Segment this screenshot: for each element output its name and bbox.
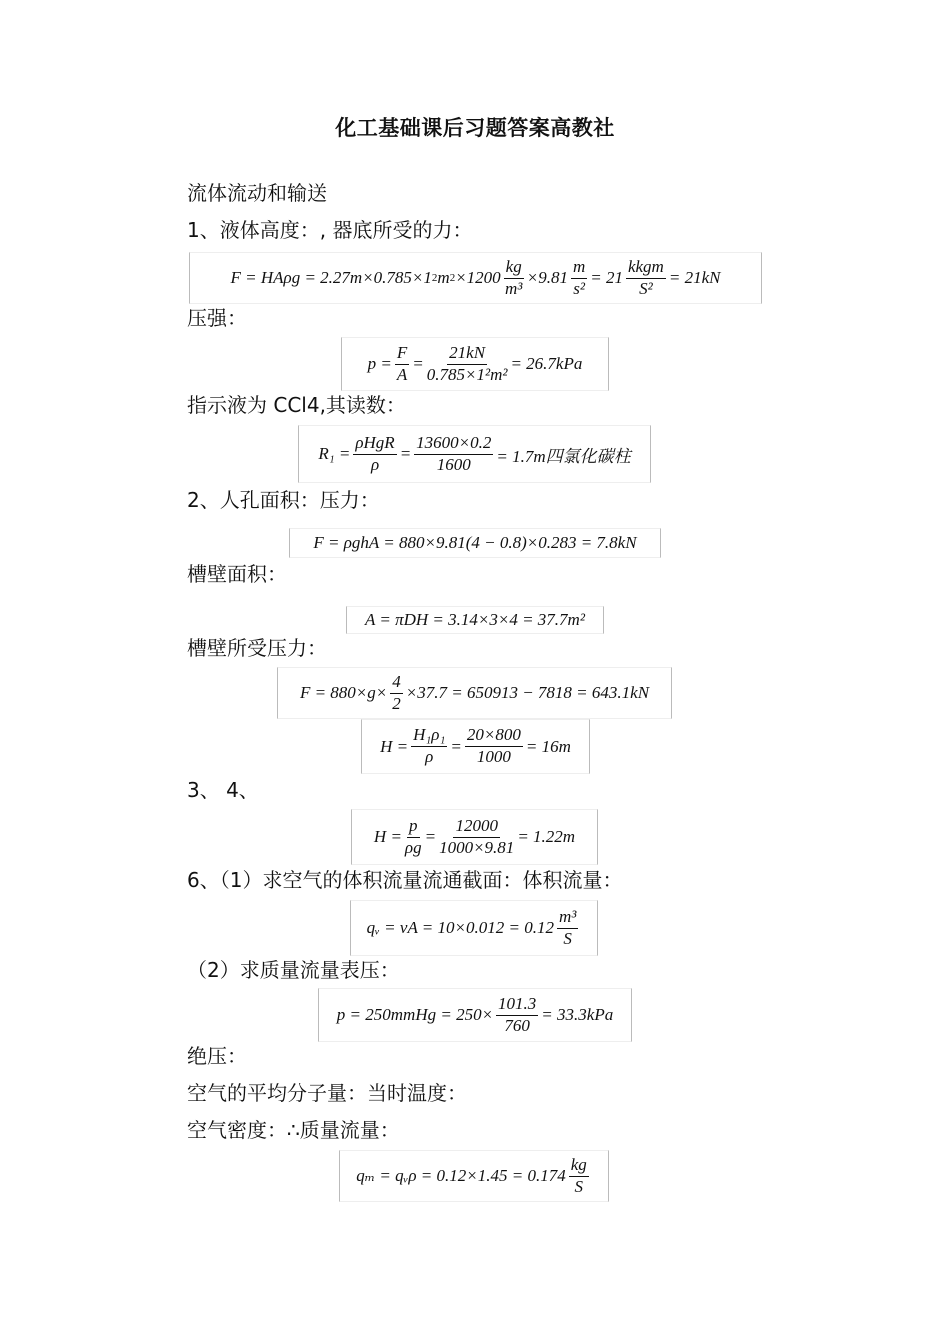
text-line: 1、液体高度：, 器底所受的力：: [187, 218, 473, 242]
text-line: 压强：: [187, 306, 247, 330]
text-line: 空气的平均分子量：当时温度：: [187, 1081, 467, 1105]
equation-gauge-pressure: p = 250mmHg = 250× $\frac{101.3}{760}$ = 33.3kPa: [318, 988, 632, 1042]
equation-force: F = HAρg = 2.27m×0.785×1 2 m 2 ×1200 $\frac{kg}{\text{m³}}$ ×9.81 $\frac{m}{\text{s²}}$ = 21 $\frac{\text{kkgm}}{\text{S²}}$ = 21kN: [189, 252, 762, 304]
text-line: 3、 4、: [187, 778, 259, 802]
section-heading: 流体流动和输送: [187, 181, 327, 205]
text-line: 指示液为 CCl4,其读数：: [187, 393, 406, 417]
equation-volume-flow: qᵥ = vA = 10×0.012 = 0.12 $\frac{\text{m³}}{S}$: [350, 900, 598, 956]
equation-pressure: p = $\frac{F}{A}$ = $\frac{21kN}{\text{0.785×1²m²}}$ = 26.7kPa: [341, 337, 609, 391]
equation-reading: R₁ = $\frac{\text{ρHgR}}{\rho}$ = $\frac{13600\times 0.2}{1600}$ = 1.7m四氯化碳柱: [298, 425, 651, 483]
equation-mass-flow: qₘ = qᵥρ = 0.12×1.45 = 0.174 $\frac{kg}{S}$: [339, 1150, 609, 1202]
equation-wall-area: A = πDH = 3.14×3×4 = 37.7m²: [346, 606, 604, 634]
text-line: 空气密度：∴质量流量：: [187, 1118, 400, 1142]
text-line: 2、人孔面积：压力：: [187, 488, 380, 512]
equation-manhole-force: F = ρghA = 880×9.81(4 − 0.8)×0.283 = 7.8kN: [289, 528, 661, 558]
equation-height: H = $\frac{\text{H₁ρ₁}}{\rho}$ = $\frac{20\times 800}{1000}$ = 16m: [361, 719, 590, 774]
document-title: 化工基础课后习题答案高教社: [335, 116, 615, 140]
fraction: $\frac{kg}{\text{m³}}$: [505, 256, 523, 298]
text-line: 绝压：: [187, 1044, 247, 1068]
text-line: 槽壁面积：: [187, 562, 287, 586]
equation-head: H = $\frac{p}{\rho g}$ = $\frac{12000}{1000\times 9.81}$ = 1.22m: [351, 809, 598, 865]
equation-wall-force: F = 880×g× $\frac{4}{2}$ ×37.7 = 650913 − 7818 = 643.1kN: [277, 667, 672, 719]
text-line: 6、（1）求空气的体积流量流通截面：体积流量：: [187, 868, 623, 892]
fraction: $\frac{\text{kkgm}}{\text{S²}}$: [627, 256, 664, 298]
text-line: 槽壁所受压力：: [187, 636, 327, 660]
fraction: $\frac{m}{\text{s²}}$: [572, 256, 586, 298]
text-line: （2）求质量流量表压：: [187, 958, 400, 982]
